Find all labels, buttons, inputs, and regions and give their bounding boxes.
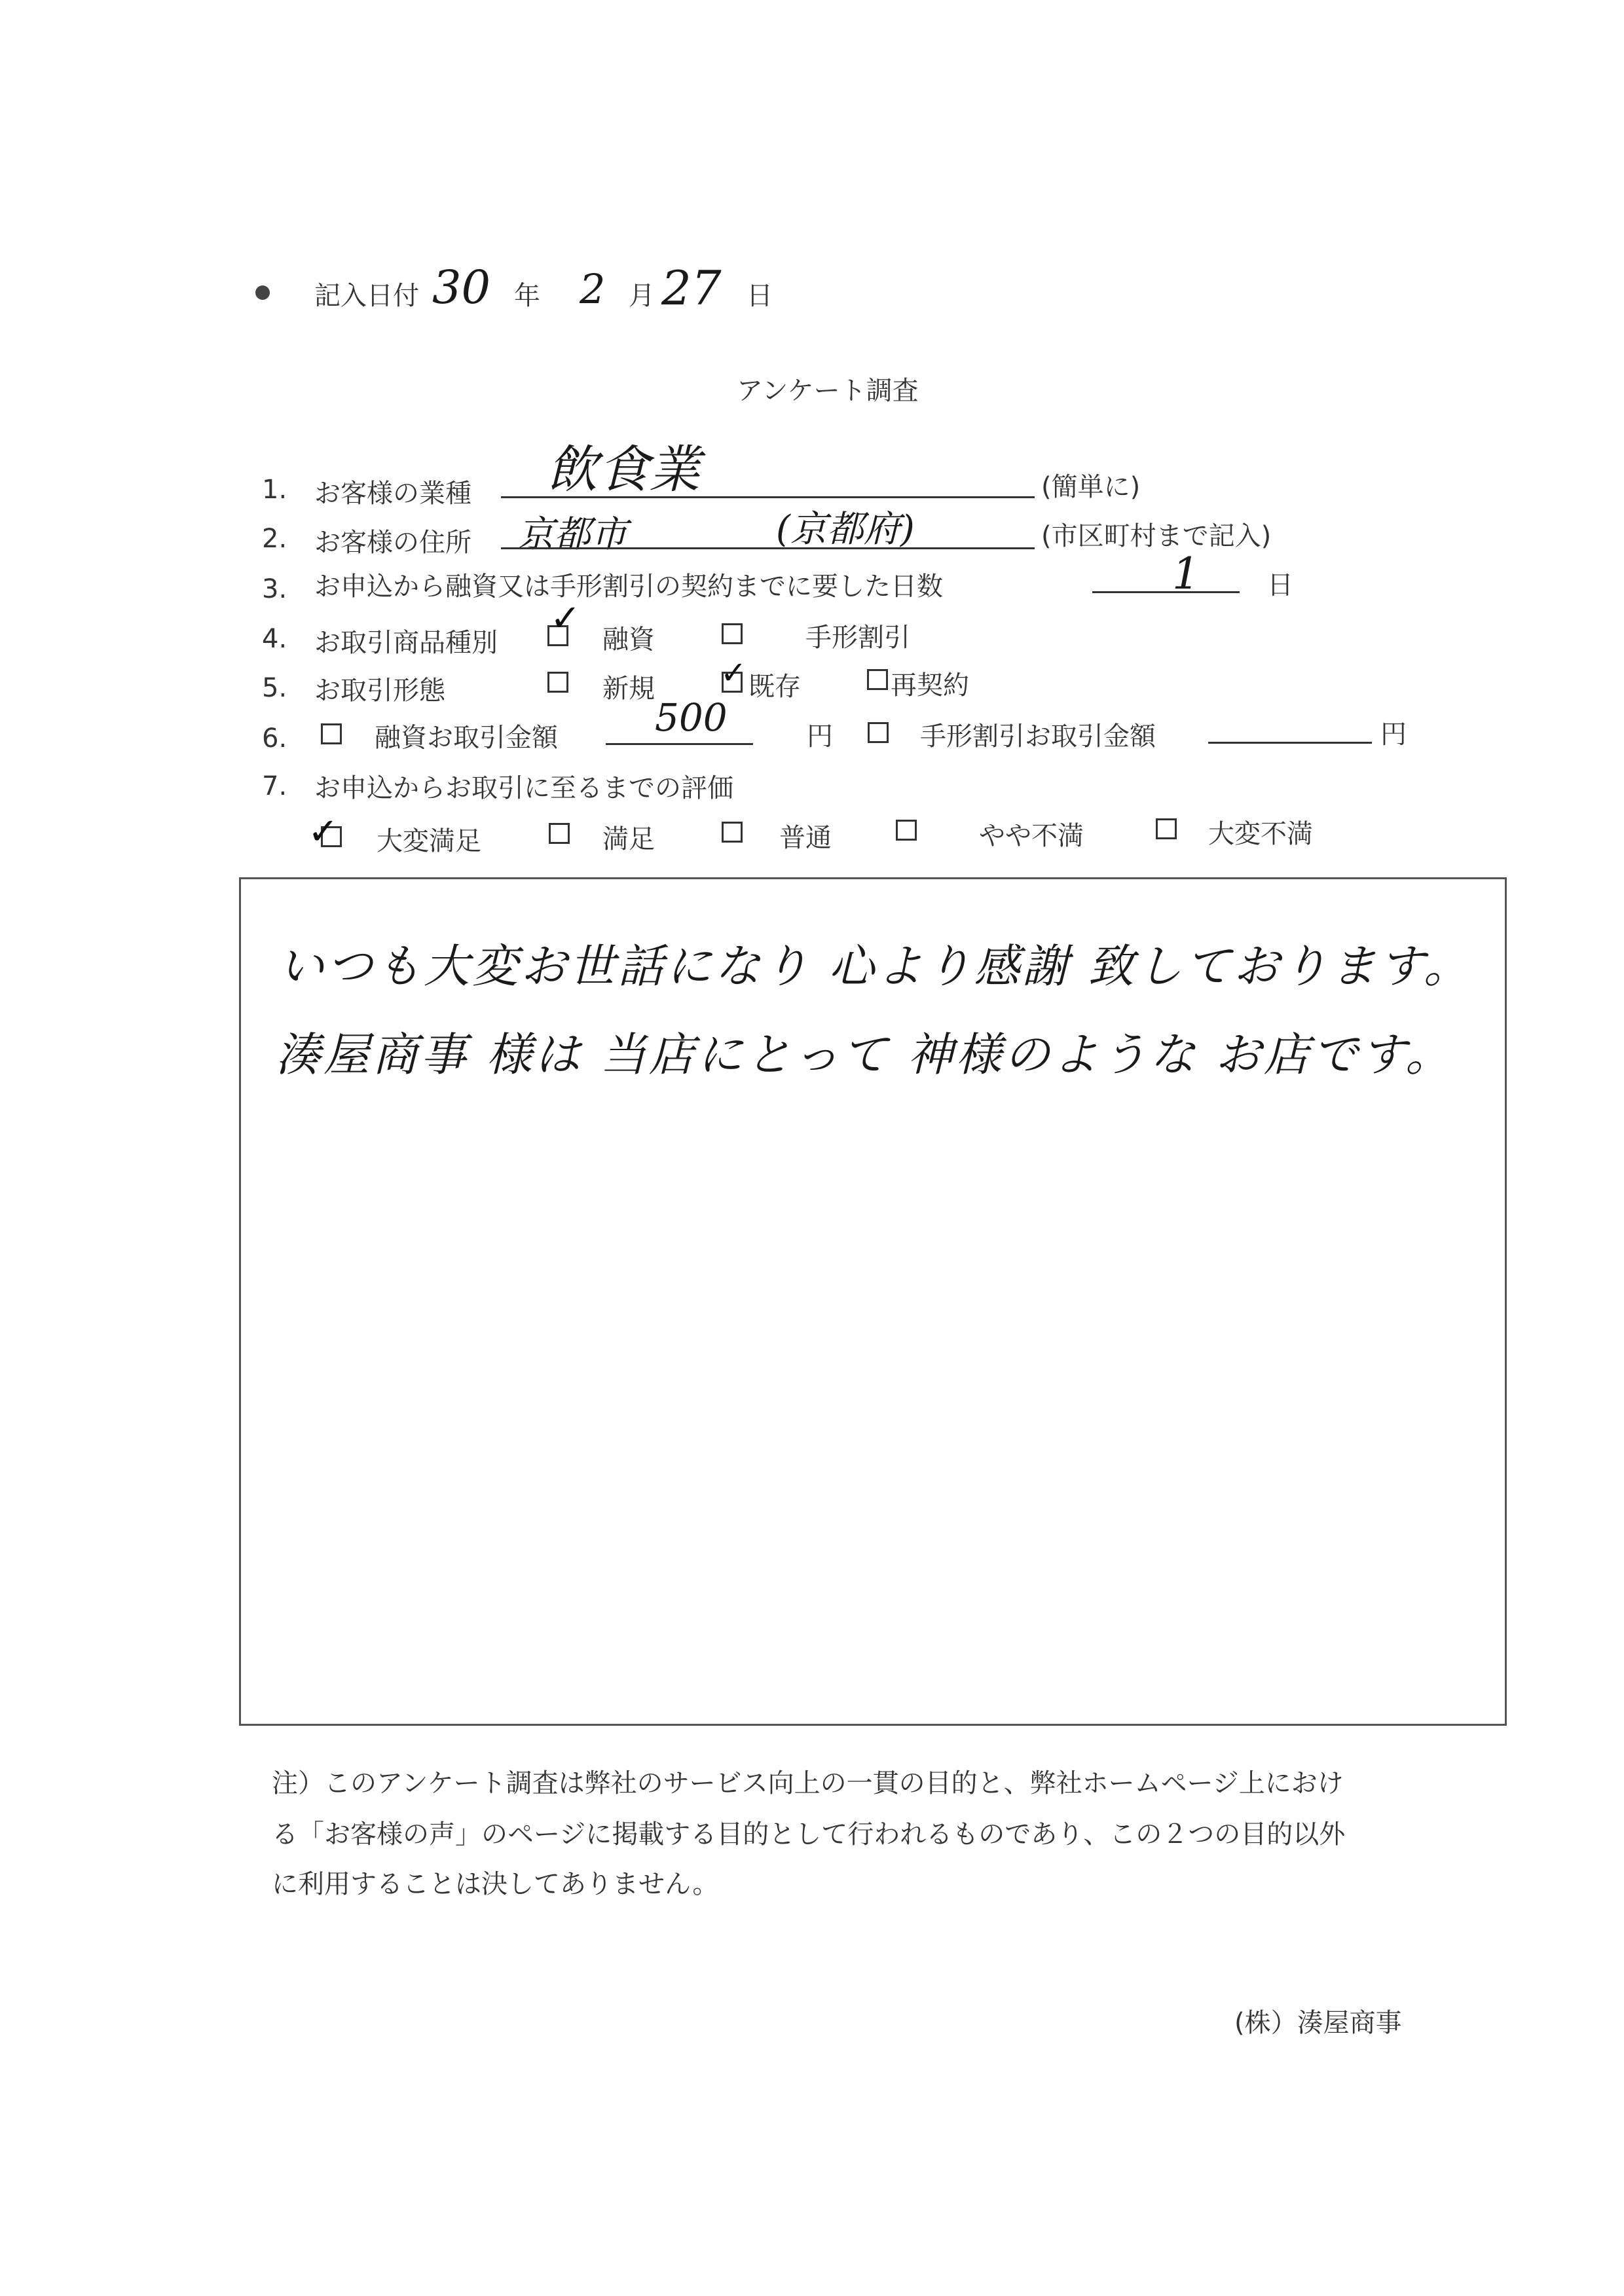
q1-note: (簡単に) <box>1041 472 1141 502</box>
notice-line-3: に利用することは決してありません。 <box>272 1869 719 1899</box>
q3-label: お申込から融資又は手形割引の契約までに要した日数 <box>314 572 943 602</box>
q7-opt2-label: 満足 <box>602 824 655 854</box>
q5-opt1-checkbox[interactable] <box>547 672 568 693</box>
q7-opt5-checkbox[interactable] <box>1156 818 1177 839</box>
q2-answer-line <box>501 547 1035 549</box>
q6-unit1: 円 <box>807 721 833 752</box>
bullet-dot <box>255 285 270 300</box>
q5-opt2-label: 既存 <box>748 672 801 702</box>
q4-opt2-label: 手形割引 <box>805 623 910 653</box>
comment-line-1: いつも大変お世話になり 心より感謝 致しております。 <box>278 939 1472 993</box>
q6-opt1-checkbox[interactable] <box>321 723 342 744</box>
q7-opt2-checkbox[interactable] <box>549 823 570 844</box>
date-month-value: 2 <box>580 265 606 313</box>
q3-answer-line <box>1092 591 1240 593</box>
q3-answer: 1 <box>1172 549 1200 599</box>
q5-opt3-label: 再契約 <box>891 670 969 701</box>
q6-opt2-checkbox[interactable] <box>868 722 889 743</box>
q2-number: 2. <box>262 524 287 554</box>
q6-amount1-line <box>606 743 753 745</box>
date-day-value: 27 <box>661 261 722 316</box>
q7-opt5-label: 大変不満 <box>1208 819 1313 849</box>
q7-opt1-checkmark: ✓ <box>308 811 339 853</box>
q4-opt1-checkmark: ✓ <box>550 597 581 640</box>
q6-number: 6. <box>262 723 287 754</box>
q6-amount2-line <box>1208 742 1372 744</box>
comment-box <box>239 877 1507 1726</box>
q2-answer-city: 京都市 <box>517 513 627 556</box>
q7-opt3-label: 普通 <box>779 823 832 853</box>
q1-answer: 飲食業 <box>547 441 701 500</box>
date-year-unit: 年 <box>514 281 540 311</box>
q7-opt1-label: 大変満足 <box>377 826 481 856</box>
q4-label: お取引商品種別 <box>314 628 498 658</box>
q7-opt4-label: やや不満 <box>979 821 1084 851</box>
q7-number: 7. <box>262 771 287 801</box>
q6-amount1: 500 <box>655 695 728 740</box>
q7-label: お申込からお取引に至るまでの評価 <box>314 773 733 803</box>
q6-label2: 手形割引お取引金額 <box>920 721 1156 752</box>
q3-number: 3. <box>262 574 287 604</box>
q5-number: 5. <box>262 673 287 703</box>
date-label: 記入日付 <box>314 281 419 311</box>
page-title: アンケート調査 <box>737 376 919 406</box>
date-month-unit: 月 <box>629 281 655 311</box>
date-day-unit: 日 <box>747 281 773 311</box>
q2-answer-pref: (京都府) <box>776 508 915 551</box>
q4-opt2-checkbox[interactable] <box>722 623 743 644</box>
q5-label: お取引形態 <box>314 676 445 706</box>
q3-unit: 日 <box>1267 570 1293 600</box>
q2-note: (市区町村まで記入) <box>1041 521 1272 551</box>
q5-opt1-label: 新規 <box>602 674 655 704</box>
q1-label: お客様の業種 <box>314 479 471 509</box>
q5-opt3-checkbox[interactable] <box>867 669 888 690</box>
company-name: (株）湊屋商事 <box>1234 2008 1402 2038</box>
q1-number: 1. <box>262 475 287 505</box>
q6-label1: 融資お取引金額 <box>375 723 558 753</box>
q7-opt4-checkbox[interactable] <box>896 820 917 841</box>
date-year-value: 30 <box>432 261 491 314</box>
notice-line-2: る「お客様の声」のページに掲載する目的として行われるものであり、この２つの目的以外 <box>272 1819 1346 1850</box>
q5-opt2-checkmark: ✓ <box>720 655 747 691</box>
q2-label: お客様の住所 <box>314 528 471 558</box>
notice-line-1: 注）このアンケート調査は弊社のサービス向上の一貫の目的と、弊社ホームページ上におけ <box>272 1768 1344 1798</box>
q6-unit2: 円 <box>1380 720 1407 750</box>
q1-answer-line <box>501 496 1035 498</box>
q7-opt3-checkbox[interactable] <box>722 822 743 843</box>
q4-opt1-label: 融資 <box>602 625 655 655</box>
comment-line-2: 湊屋商事 様は 当店にとって 神様のような お店です。 <box>275 1028 1454 1082</box>
q4-number: 4. <box>262 624 287 654</box>
